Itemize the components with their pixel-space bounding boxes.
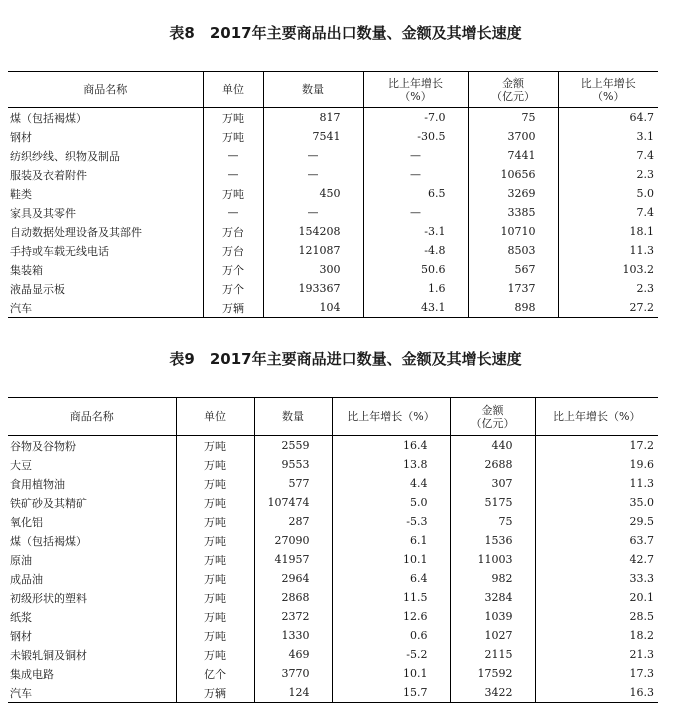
table-cell: 20.1 — [535, 588, 658, 607]
table-cell: 鞋类 — [10, 187, 32, 201]
table-cell: 集成电路 — [10, 667, 54, 681]
table-cell: 万吨 — [176, 569, 254, 588]
table-cell: 1027 — [450, 626, 535, 645]
column-header: 比上年增长（%） — [332, 398, 450, 436]
table-cell: 纺织纱线、织物及制品 — [10, 149, 120, 163]
table8-title: 表8 2017年主要商品出口数量、金额及其增长速度 — [169, 24, 522, 42]
table-cell: -7.0 — [363, 108, 468, 128]
table-cell: 35.0 — [535, 493, 658, 512]
table-cell: 11.3 — [535, 474, 658, 493]
table-cell: 3.1 — [558, 127, 658, 146]
table-row — [8, 569, 658, 588]
table-cell: 13.8 — [332, 455, 450, 474]
table-cell: 6.5 — [363, 184, 468, 203]
table-cell: 17.3 — [535, 664, 658, 683]
table-cell: 1737 — [468, 279, 558, 298]
column-header: 比上年增长 （%） — [558, 72, 658, 108]
table-cell: 2.3 — [558, 279, 658, 298]
table-row — [8, 664, 658, 683]
table-cell: 193367 — [263, 279, 363, 298]
table-header-row — [8, 398, 658, 436]
column-header: 比上年增长 （%） — [363, 72, 468, 108]
table-cell: 50.6 — [363, 260, 468, 279]
table-row — [8, 512, 658, 531]
table-header-row — [8, 72, 658, 108]
table-cell: 12.6 — [332, 607, 450, 626]
table-cell: 75 — [450, 512, 535, 531]
table-cell: 1536 — [450, 531, 535, 550]
table-cell: 17592 — [450, 664, 535, 683]
table-cell: 1039 — [450, 607, 535, 626]
table-cell: 7.4 — [558, 203, 658, 222]
import-table — [8, 397, 658, 703]
table-cell: — — [263, 165, 363, 184]
table-cell: — — [263, 146, 363, 165]
table-cell: 万吨 — [176, 550, 254, 569]
table-cell: 3700 — [468, 127, 558, 146]
table-cell: 10.1 — [332, 550, 450, 569]
table-cell: 154208 — [263, 222, 363, 241]
table-cell: 万吨 — [176, 607, 254, 626]
table-cell: 469 — [254, 645, 332, 664]
table-cell: 汽车 — [10, 686, 32, 700]
table-cell: 液晶显示板 — [10, 282, 65, 296]
table-cell: 107474 — [254, 493, 332, 512]
table-cell: 41957 — [254, 550, 332, 569]
table-row — [8, 626, 658, 645]
table-cell: 124 — [254, 683, 332, 703]
table-cell: 121087 — [263, 241, 363, 260]
table-cell: 18.1 — [558, 222, 658, 241]
table-cell: 大豆 — [10, 458, 32, 472]
table-cell: — — [263, 203, 363, 222]
table-cell: 18.2 — [535, 626, 658, 645]
table-cell: 3422 — [450, 683, 535, 703]
table-cell: 567 — [468, 260, 558, 279]
table-cell: 亿个 — [176, 664, 254, 683]
table-cell: 4.4 — [332, 474, 450, 493]
table-row — [8, 127, 658, 146]
table-cell: 氧化铝 — [10, 515, 43, 529]
table-cell: 万吨 — [203, 127, 263, 146]
table-cell: 1330 — [254, 626, 332, 645]
table-cell: 服装及衣着附件 — [10, 168, 87, 182]
table-cell: 钢材 — [10, 629, 32, 643]
table-cell: -3.1 — [363, 222, 468, 241]
table-cell: — — [203, 146, 263, 165]
table-cell: 577 — [254, 474, 332, 493]
table-cell: -30.5 — [363, 127, 468, 146]
table-cell: 9553 — [254, 455, 332, 474]
table-cell: 33.3 — [535, 569, 658, 588]
table-row — [8, 607, 658, 626]
table-cell: 450 — [263, 184, 363, 203]
table-row — [8, 588, 658, 607]
table-cell: 64.7 — [558, 108, 658, 128]
column-header: 数量 — [263, 72, 363, 108]
table-cell: 5.0 — [558, 184, 658, 203]
table-cell: 7541 — [263, 127, 363, 146]
table-row — [8, 550, 658, 569]
table-cell: 6.1 — [332, 531, 450, 550]
table-cell: 初级形状的塑料 — [10, 591, 87, 605]
table-cell: -4.8 — [363, 241, 468, 260]
table-cell: 3284 — [450, 588, 535, 607]
table-row — [8, 645, 658, 664]
table-cell: 27090 — [254, 531, 332, 550]
table-cell: 万吨 — [176, 626, 254, 645]
table-cell: 16.3 — [535, 683, 658, 703]
table-row — [8, 165, 658, 184]
table-cell: 自动数据处理设备及其部件 — [10, 225, 142, 239]
table-cell: 集装箱 — [10, 263, 43, 277]
table-cell: — — [363, 203, 468, 222]
table-cell: 10.1 — [332, 664, 450, 683]
table-cell: 家具及其零件 — [10, 206, 76, 220]
table-cell: 287 — [254, 512, 332, 531]
table-cell: 2.3 — [558, 165, 658, 184]
column-header: 金额 （亿元） — [468, 72, 558, 108]
table-cell: 5175 — [450, 493, 535, 512]
table-cell: 纸浆 — [10, 610, 32, 624]
table-cell: 万吨 — [176, 493, 254, 512]
table-cell: 7441 — [468, 146, 558, 165]
table-cell: 原油 — [10, 553, 32, 567]
table-cell: 2868 — [254, 588, 332, 607]
table-cell: 3385 — [468, 203, 558, 222]
table-cell: 11003 — [450, 550, 535, 569]
column-header: 商品名称 — [8, 72, 203, 108]
table-cell: 307 — [450, 474, 535, 493]
table-row — [8, 146, 658, 165]
table-cell: 万吨 — [176, 512, 254, 531]
table-cell: 15.7 — [332, 683, 450, 703]
column-header: 比上年增长（%） — [535, 398, 658, 436]
table-cell: 万辆 — [203, 298, 263, 318]
table-cell: 3269 — [468, 184, 558, 203]
table-cell: 43.1 — [363, 298, 468, 318]
table-cell: 2964 — [254, 569, 332, 588]
table-cell: 27.2 — [558, 298, 658, 318]
table-cell: 万台 — [203, 241, 263, 260]
table-row — [8, 203, 658, 222]
table-cell: 未锻轧铜及铜材 — [10, 648, 87, 662]
table-row — [8, 436, 658, 456]
table-cell: 42.7 — [535, 550, 658, 569]
table9-title: 表9 2017年主要商品进口数量、金额及其增长速度 — [169, 350, 522, 368]
column-header: 数量 — [254, 398, 332, 436]
export-table — [8, 71, 658, 318]
table-cell: 万辆 — [176, 683, 254, 703]
table-row — [8, 108, 658, 128]
table-cell: 万台 — [203, 222, 263, 241]
table-row — [8, 279, 658, 298]
table-cell: 11.5 — [332, 588, 450, 607]
table-cell: 0.6 — [332, 626, 450, 645]
column-header: 金额 （亿元） — [450, 398, 535, 436]
table-cell: 万吨 — [176, 531, 254, 550]
table-cell: 17.2 — [535, 436, 658, 456]
table-cell: — — [203, 165, 263, 184]
table-row — [8, 531, 658, 550]
table-cell: 2559 — [254, 436, 332, 456]
table-cell: — — [203, 203, 263, 222]
table-cell: 2115 — [450, 645, 535, 664]
table-cell: 万吨 — [203, 108, 263, 128]
table-cell: 10710 — [468, 222, 558, 241]
table-cell: 440 — [450, 436, 535, 456]
table-cell: 16.4 — [332, 436, 450, 456]
table-cell: 谷物及谷物粉 — [10, 439, 76, 453]
table-cell: — — [363, 146, 468, 165]
table-row — [8, 455, 658, 474]
table-cell: 104 — [263, 298, 363, 318]
column-header: 商品名称 — [8, 398, 176, 436]
table-cell: 万吨 — [176, 645, 254, 664]
table-cell: — — [363, 165, 468, 184]
table-cell: 铁矿砂及其精矿 — [10, 496, 87, 510]
table-cell: 817 — [263, 108, 363, 128]
table-row — [8, 298, 658, 318]
table-cell: 28.5 — [535, 607, 658, 626]
table-row — [8, 222, 658, 241]
table-cell: 29.5 — [535, 512, 658, 531]
table-cell: 汽车 — [10, 301, 32, 315]
table-cell: 10656 — [468, 165, 558, 184]
table-cell: 万吨 — [176, 474, 254, 493]
table-cell: 钢材 — [10, 130, 32, 144]
table-row — [8, 474, 658, 493]
table-cell: 6.4 — [332, 569, 450, 588]
table-cell: 898 — [468, 298, 558, 318]
table-row — [8, 184, 658, 203]
table-cell: 7.4 — [558, 146, 658, 165]
table-cell: 2372 — [254, 607, 332, 626]
table-cell: 103.2 — [558, 260, 658, 279]
table-cell: 成品油 — [10, 572, 43, 586]
table-cell: 8503 — [468, 241, 558, 260]
table-cell: 万吨 — [176, 455, 254, 474]
table-cell: 煤（包括褐煤） — [10, 534, 87, 548]
table-cell: 万吨 — [176, 588, 254, 607]
table-row — [8, 260, 658, 279]
table-cell: 万个 — [203, 260, 263, 279]
table-cell: -5.3 — [332, 512, 450, 531]
table-row — [8, 241, 658, 260]
table-cell: 手持或车载无线电话 — [10, 244, 109, 258]
table-cell: 3770 — [254, 664, 332, 683]
table-cell: 万吨 — [203, 184, 263, 203]
table-cell: 5.0 — [332, 493, 450, 512]
table-cell: 1.6 — [363, 279, 468, 298]
table-cell: 300 — [263, 260, 363, 279]
table-cell: 21.3 — [535, 645, 658, 664]
table-cell: -5.2 — [332, 645, 450, 664]
table-row — [8, 493, 658, 512]
table-cell: 食用植物油 — [10, 477, 65, 491]
table-cell: 11.3 — [558, 241, 658, 260]
table-cell: 万吨 — [176, 436, 254, 456]
table-cell: 2688 — [450, 455, 535, 474]
column-header: 单位 — [203, 72, 263, 108]
table-cell: 75 — [468, 108, 558, 128]
table-cell: 982 — [450, 569, 535, 588]
table-cell: 19.6 — [535, 455, 658, 474]
table-cell: 万个 — [203, 279, 263, 298]
table-cell: 煤（包括褐煤） — [10, 111, 87, 125]
table-cell: 63.7 — [535, 531, 658, 550]
table-row — [8, 683, 658, 703]
column-header: 单位 — [176, 398, 254, 436]
